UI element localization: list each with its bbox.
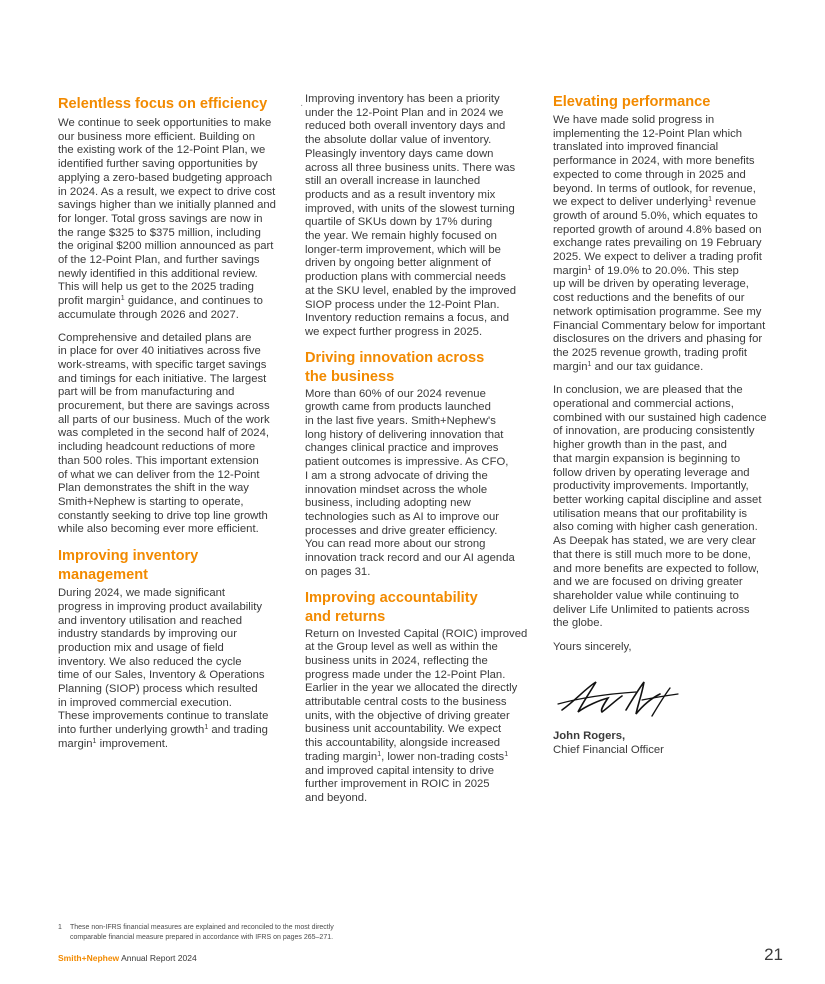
paragraph-performance: We have made solid progress in implementing the 12-Point Plan which translated into improved financial performance in 2024, with more benefits expected to come through in 2025 and beyond. In terms of outlook, for revenue, we expect to deliver underlying$^1$ revenue growth of around 5.0%, which equates to reported growth of around 4.8% based on exchange rates prevailing on 19 February 2025. We expect to deliver a trading profit margin$^1$ of 19.0% to 20.0%. This step up will be driven by operating leverage, cost reductions and the benefits of our network optimisation programme. See my Financial Commentary below for important disclosures on the drivers and phasing for the 2025 revenue growth, trading profit margin$^1$ and our tax guidance. xyxy=(553,114,766,373)
paragraph-innovation: More than 60% of our 2024 revenue growth came from products launched in the last five years. Smith+Nephew's long history of delivering innovation that changes clinical practice and improves patient outcomes is impressive. As CFO, I am a strong advocate of driving the innovation mindset across the whole business, including adopting new technologies such as AI to improve our processes and drive greater efficiency. You can read more about our strong innovation track record and our AI agenda on pages 31. xyxy=(305,387,515,578)
bullet-dot: · xyxy=(300,100,304,111)
page-number: 21 xyxy=(764,945,783,964)
column-right xyxy=(553,93,789,655)
heading-accountability: Improving accountability and returns xyxy=(305,589,478,625)
column-middle xyxy=(305,93,538,806)
footer-report-title xyxy=(58,953,197,963)
paragraph-inventory: During 2024, we made significant progress in improving product availability and inventory utilisation and reached industry standards by improving our production mix and usage of field inventory. We also reduced the cycle time of our Sales, Inventory & Operations Planning (SIOP) process which resulted in improved commercial execution. These improvements continue to translate into further underlying growth$^1$ and trading margin$^1$ improvement. xyxy=(58,587,269,750)
paragraph-conclusion: In conclusion, we are pleased that the operational and commercial actions, combined with our sustained high cadence of innovation, are producing consistently higher growth than in the past, and that margin expansion is beginning to follow driven by operating leverage and productivity improvements. Importantly, better working capital discipline and asset utilisation means that our profitability is also coming with higher cash generation. As Deepak has stated, we are very clear that there is still much more to be done, and more benefits are expected to follow, and we are focused on driving greater shareholder value while continuing to deliver Life Unlimited to patients across the globe. xyxy=(553,384,767,630)
heading-performance: Elevating performance xyxy=(553,94,711,110)
heading-innovation: Driving innovation across the business xyxy=(305,349,485,385)
closing-salutation: Yours sincerely, xyxy=(553,641,632,654)
signer-title: Chief Financial Officer xyxy=(553,744,664,756)
footer-brand: Smith+Nephew xyxy=(58,953,120,963)
footnote-number: 1 xyxy=(58,924,62,931)
signer-name: John Rogers, xyxy=(553,730,626,742)
footnote-text: These non-IFRS financial measures are explained and reconciled to the most directly comparable financial measure prepared in accordance with IFRS on pages 265–271. xyxy=(70,924,334,941)
paragraph-inventory-priority: Improving inventory has been a priority under the 12-Point Plan and in 2024 we reduced both overall inventory days and the absolute dollar value of inventory. Pleasingly inventory days came down across all three business units. There was still an overall increase in launched products and as a result inventory mix improved, with units of the slowest turning quartile of SKUs down by 17% during the year. We remain highly focused on longer-term improvement, which will be driven by ongoing better alignment of production plans with commercial needs at the SKU level, enabled by the improved SIOP process under the 12-Point Plan. Inventory reduction remains a focus, and we expect further progress in 2025. xyxy=(305,93,517,338)
heading-efficiency: Relentless focus on efficiency xyxy=(58,96,268,112)
heading-inventory: Improving inventory management xyxy=(58,548,199,584)
signature-image xyxy=(556,670,686,728)
paragraph-initiatives: Comprehensive and detailed plans are in place for over 40 initiatives across five work-streams, with specific target savings and timings for each initiative. The largest part will be from manufacturing and procurement, but there are savings across all parts of our business. Much of the work was completed in the second half of 2024, including headcount reductions of more than 500 roles. This important extension of what we can deliver from the 12-Point Plan demonstrates the shift in the way Smith+Nephew is starting to operate, constantly seeking to drive top line growth while also becoming ever more efficient. xyxy=(58,331,270,536)
paragraph-efficiency: We continue to seek opportunities to make our business more efficient. Building on the existing work of the 12-Point Plan, we identified further saving opportunities by applying a zero-based budgeting approach in 2024. As a result, we expect to drive cost savings higher than we initially planned and for longer. Total gross savings are now in the range $325 to $375 million, including the original $200 million announced as part of the 12-Point Plan, and further savings newly identified in this additional review. This will help us get to the 2025 trading profit margin$^1$ guidance, and continues to accumulate through 2026 and 2027. xyxy=(58,117,276,321)
paragraph-accountability: Return on Invested Capital (ROIC) improved at the Group level as well as within the business units in 2024, reflecting the progress made under the 12-Point Plan. Earlier in the year we allocated the directly attributable central costs to the business units, with the objective of driving greater business unit accountability. We expect this accountability, alongside increased trading margin$^1$, lower non-trading costs$^1$ and improved capital intensity to drive further improvement in ROIC in 2025 and beyond. xyxy=(305,627,528,804)
column-left xyxy=(58,93,290,752)
footer-report: Annual Report 2024 xyxy=(119,953,197,963)
